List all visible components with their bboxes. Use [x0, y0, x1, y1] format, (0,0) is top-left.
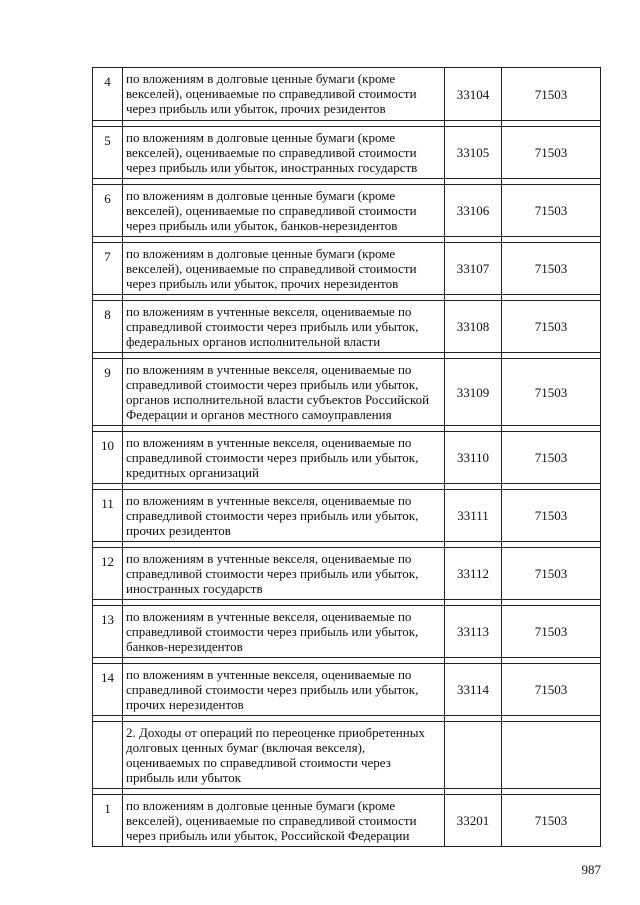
row-number: 7 [93, 243, 123, 295]
row-account: 71503 [502, 127, 601, 179]
table-row [93, 359, 601, 426]
row-description: по вложениям в учтенные векселя, оцениваемые по справедливой стоимости через прибыль или убыток, органов исполнительной власти субъектов Российской Федерации и органов местного самоуправления [123, 359, 445, 426]
row-code: 33201 [445, 795, 502, 847]
row-account: 71503 [502, 243, 601, 295]
table-row [93, 243, 601, 295]
row-description: по вложениям в учтенные векселя, оцениваемые по справедливой стоимости через прибыль или убыток, банков-нерезидентов [123, 606, 445, 658]
table-row [93, 548, 601, 600]
row-code: 33108 [445, 301, 502, 353]
row-account: 71503 [502, 432, 601, 484]
row-code: 33107 [445, 243, 502, 295]
row-code: 33112 [445, 548, 502, 600]
row-account: 71503 [502, 548, 601, 600]
row-description: по вложениям в долговые ценные бумаги (кроме векселей), оцениваемые по справедливой стоимости через прибыль или убыток, прочих нерезидентов [123, 243, 445, 295]
row-account: 71503 [502, 185, 601, 237]
row-account: 71503 [502, 664, 601, 716]
row-description: по вложениям в долговые ценные бумаги (кроме векселей), оцениваемые по справедливой стоимости через прибыль или убыток, иностранных государств [123, 127, 445, 179]
row-account [502, 722, 601, 789]
row-number: 8 [93, 301, 123, 353]
row-code: 33106 [445, 185, 502, 237]
row-number: 5 [93, 127, 123, 179]
income-codes-table-body [93, 68, 601, 847]
row-code: 33104 [445, 68, 502, 121]
row-account: 71503 [502, 68, 601, 121]
row-number: 1 [93, 795, 123, 847]
section-heading: 2. Доходы от операций по переоценке приобретенных долговых ценных бумаг (включая векселя), оцениваемых по справедливой стоимости через прибыль или убыток [123, 722, 445, 789]
table-row [93, 722, 601, 789]
income-codes-table [92, 67, 601, 847]
row-description: по вложениям в учтенные векселя, оцениваемые по справедливой стоимости через прибыль или убыток, кредитных организаций [123, 432, 445, 484]
row-number: 12 [93, 548, 123, 600]
row-description: по вложениям в долговые ценные бумаги (кроме векселей), оцениваемые по справедливой стоимости через прибыль или убыток, Российской Федерации [123, 795, 445, 847]
row-account: 71503 [502, 359, 601, 426]
table-row [93, 664, 601, 716]
row-description: по вложениям в учтенные векселя, оцениваемые по справедливой стоимости через прибыль или убыток, иностранных государств [123, 548, 445, 600]
row-description: по вложениям в учтенные векселя, оцениваемые по справедливой стоимости через прибыль или убыток, прочих резидентов [123, 490, 445, 542]
row-description: по вложениям в долговые ценные бумаги (кроме векселей), оцениваемые по справедливой стоимости через прибыль или убыток, банков-нерезидентов [123, 185, 445, 237]
row-description: по вложениям в учтенные векселя, оцениваемые по справедливой стоимости через прибыль или убыток, федеральных органов исполнительной власти [123, 301, 445, 353]
row-number: 13 [93, 606, 123, 658]
row-number: 6 [93, 185, 123, 237]
row-description: по вложениям в учтенные векселя, оцениваемые по справедливой стоимости через прибыль или убыток, прочих нерезидентов [123, 664, 445, 716]
row-code: 33113 [445, 606, 502, 658]
row-number: 4 [93, 68, 123, 121]
row-code: 33109 [445, 359, 502, 426]
table-row [93, 606, 601, 658]
row-code: 33110 [445, 432, 502, 484]
row-number: 9 [93, 359, 123, 426]
row-number: 14 [93, 664, 123, 716]
row-code: 33105 [445, 127, 502, 179]
row-account: 71503 [502, 795, 601, 847]
row-number: 11 [93, 490, 123, 542]
row-code [445, 722, 502, 789]
row-number: 10 [93, 432, 123, 484]
row-number [93, 722, 123, 789]
row-account: 71503 [502, 490, 601, 542]
row-account: 71503 [502, 606, 601, 658]
table-row [93, 432, 601, 484]
table-row [93, 185, 601, 237]
table-row [93, 301, 601, 353]
table-row [93, 68, 601, 121]
row-code: 33114 [445, 664, 502, 716]
page-number: 987 [581, 862, 601, 877]
table-row [93, 795, 601, 847]
table-row [93, 127, 601, 179]
row-account: 71503 [502, 301, 601, 353]
row-code: 33111 [445, 490, 502, 542]
row-description: по вложениям в долговые ценные бумаги (кроме векселей), оцениваемые по справедливой стоимости через прибыль или убыток, прочих резидентов [123, 68, 445, 121]
table-row [93, 490, 601, 542]
